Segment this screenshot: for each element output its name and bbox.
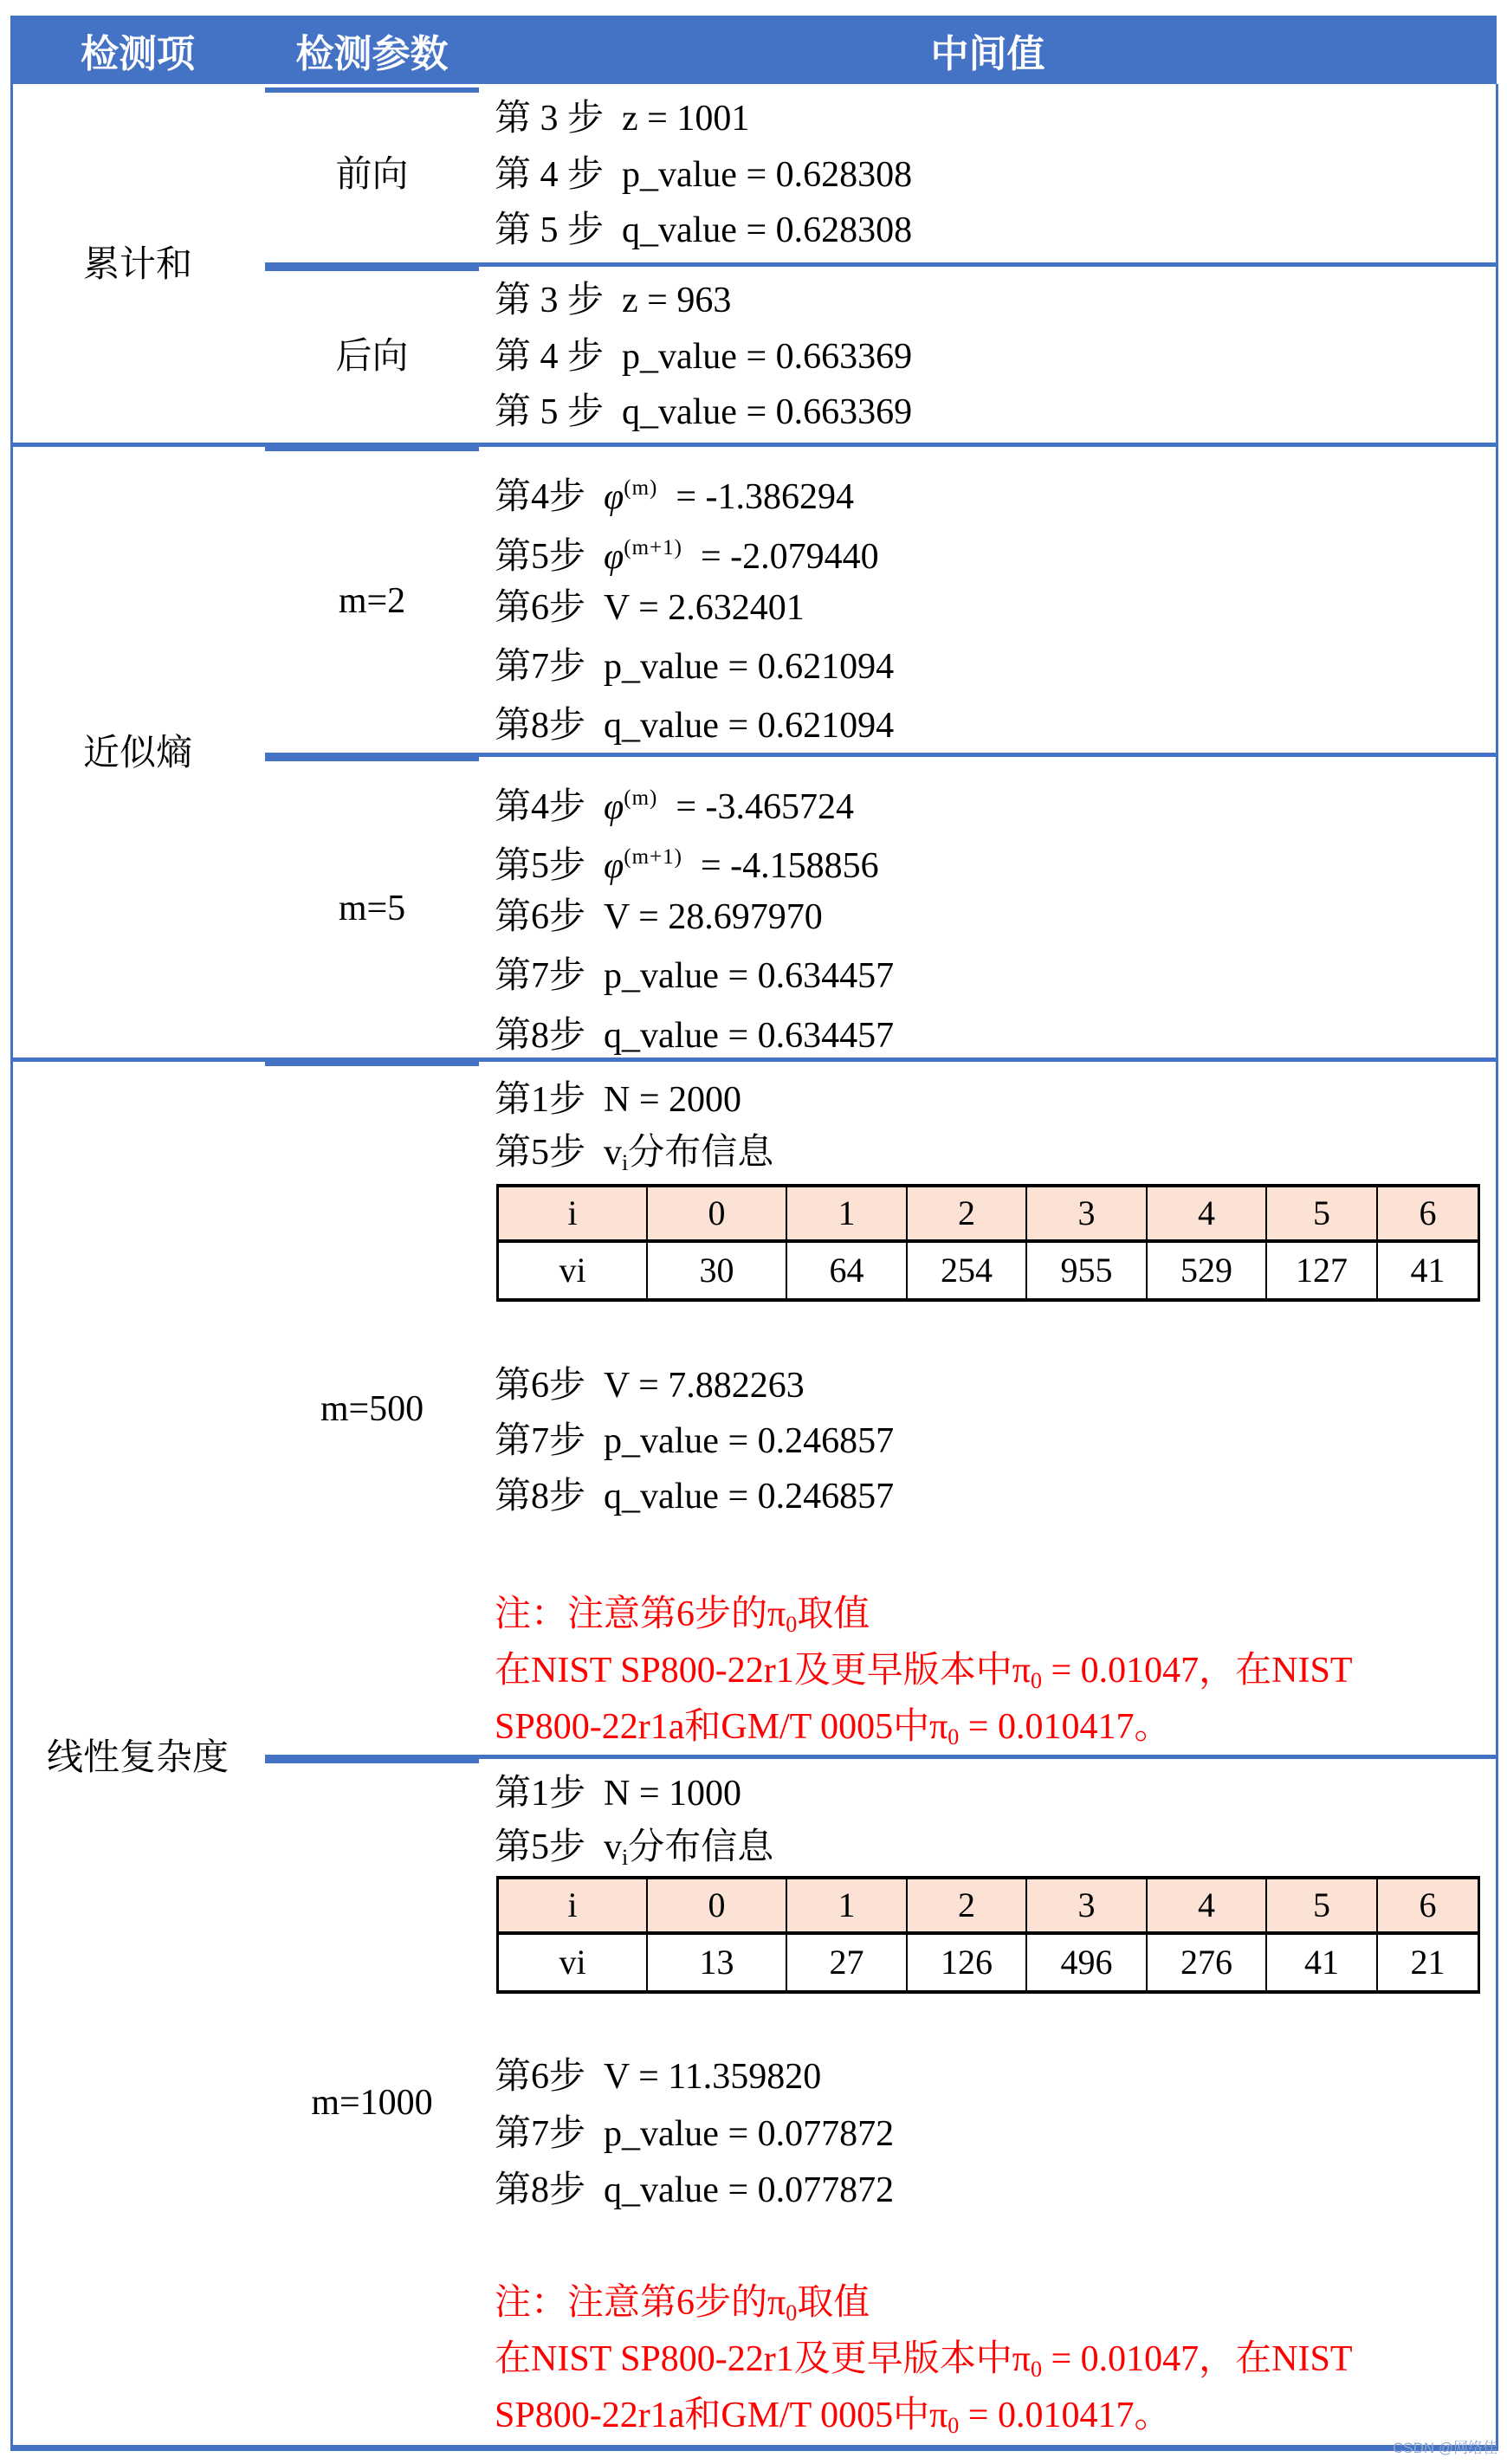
step-line — [495, 385, 912, 439]
superscript: (m) — [624, 476, 658, 500]
text-segment: 在NIST SP800-22r1及更早版本中π — [495, 2339, 1031, 2379]
param-label-forward: 前向 — [335, 155, 409, 195]
subscript: 0 — [948, 1724, 960, 1749]
param-label-m1000: m=1000 — [311, 2083, 433, 2123]
divider-param-strip — [265, 447, 479, 451]
text-segment: 第5步 v — [495, 1133, 623, 1173]
table-data-cell: vi — [499, 1935, 648, 1990]
text-segment: = -3.465724 — [657, 787, 855, 827]
table-header-cell: 2 — [908, 1879, 1027, 1935]
table-data-cell: vi — [499, 1243, 648, 1298]
var-phi: φ — [604, 846, 624, 886]
var-phi: φ — [604, 477, 624, 517]
table-header-bar — [10, 16, 1497, 84]
param-label-backward: 后向 — [335, 337, 409, 377]
step-line — [495, 949, 894, 1003]
step-line — [495, 890, 823, 944]
table-header-cell: 4 — [1148, 1879, 1267, 1935]
row-label-cumulative-sum: 累计和 — [82, 245, 192, 285]
superscript: (m+1) — [624, 536, 682, 559]
table-header-cell: 0 — [648, 1187, 787, 1243]
step-line — [495, 462, 854, 515]
vi-distribution-table — [496, 1876, 1480, 1994]
step-line — [495, 1359, 805, 1413]
text-segment: = -1.386294 — [657, 477, 855, 517]
superscript: (m) — [624, 786, 658, 810]
step-line — [495, 2107, 894, 2161]
row-label-approx-entropy: 近似熵 — [82, 734, 192, 773]
text-segment: 第 5 步 q_value = 0.628308 — [495, 210, 913, 250]
text-segment: 第 3 步 z = 963 — [495, 281, 732, 320]
text-segment: 第7步 p_value = 0.246857 — [495, 1421, 895, 1461]
step-line — [495, 92, 749, 146]
text-segment: = 0.010417。 — [959, 1707, 1171, 1747]
divider-param-strip — [265, 1759, 479, 1763]
table-data-cell: 254 — [908, 1243, 1027, 1298]
text-segment: 第 5 步 q_value = 0.663369 — [495, 392, 913, 432]
table-header-cell: 1 — [787, 1187, 908, 1243]
var-phi: φ — [604, 537, 624, 577]
step-line — [495, 204, 912, 257]
subscript: 0 — [1030, 2357, 1042, 2382]
table-data-cell: 276 — [1148, 1935, 1267, 1990]
step-line — [495, 2163, 894, 2217]
step-line — [495, 699, 894, 753]
text-segment: 第6步 V = 28.697970 — [495, 897, 823, 937]
table-header-cell: 1 — [787, 1879, 908, 1935]
step-line — [495, 1414, 894, 1468]
superscript: (m+1) — [624, 845, 682, 869]
text-segment: 第6步 V = 7.882263 — [495, 1366, 805, 1406]
table-data-cell: 41 — [1410, 1251, 1446, 1290]
table-header-cell: 5 — [1267, 1879, 1378, 1935]
table-data-cell: 529 — [1148, 1243, 1267, 1298]
step-line — [495, 1126, 773, 1180]
param-label-m5: m=5 — [338, 889, 406, 928]
table-data-cell: 955 — [1027, 1243, 1148, 1298]
note-line — [495, 2276, 870, 2330]
text-segment: 第7步 p_value = 0.634457 — [495, 956, 895, 996]
param-label-m2: m=2 — [338, 581, 406, 621]
table-data-cell: 496 — [1027, 1935, 1148, 1990]
divider-param-strip — [265, 1062, 479, 1066]
table-data-cell: 127 — [1267, 1243, 1378, 1298]
text-segment: 第7步 p_value = 0.077872 — [495, 2114, 895, 2154]
table-right-border — [1496, 84, 1498, 2451]
table-data-cell: 41 — [1267, 1935, 1378, 1990]
subscript: i — [622, 1845, 629, 1870]
text-segment: 第8步 q_value = 0.246857 — [495, 1477, 895, 1517]
text-segment: SP800-22r1a和GM/T 0005中π — [495, 2396, 948, 2435]
table-data-cell: 30 — [648, 1243, 787, 1298]
row-label-linear-complexity: 线性复杂度 — [46, 1738, 229, 1778]
text-segment: = 0.010417。 — [959, 2396, 1171, 2435]
header-cell-test-param: 检测参数 — [295, 32, 449, 75]
subscript: i — [622, 1150, 629, 1175]
step-line — [495, 148, 912, 202]
note-line — [495, 1700, 1170, 1754]
text-segment: 第5步 v — [495, 1827, 623, 1867]
subscript: 0 — [948, 2413, 960, 2438]
text-segment: 第8步 q_value = 0.077872 — [495, 2170, 895, 2210]
text-segment: 第4步 — [495, 787, 605, 827]
text-segment: 第6步 V = 2.632401 — [495, 588, 805, 628]
text-segment: 第 4 步 p_value = 0.628308 — [495, 155, 913, 195]
step-line — [495, 1767, 741, 1821]
step-line — [495, 1821, 773, 1874]
subscript: 0 — [786, 2300, 798, 2325]
var-phi: φ — [604, 787, 624, 827]
text-segment: = 0.01047，在NIST — [1041, 2339, 1353, 2379]
divider-section-1-2 — [10, 443, 1498, 447]
table-header-cell: 0 — [648, 1879, 787, 1935]
param-label-m500: m=500 — [320, 1389, 424, 1429]
csdn-watermark: CSDN @网络佳 — [1393, 2440, 1498, 2456]
note-line — [495, 1588, 870, 1641]
note-line — [495, 2332, 1353, 2386]
step-line — [495, 2050, 821, 2104]
step-line — [495, 1470, 894, 1523]
header-cell-test-item: 检测项 — [81, 32, 195, 75]
step-line — [495, 1009, 894, 1063]
table-data-cell: 13 — [648, 1935, 787, 1990]
table-header-cell: 3 — [1027, 1187, 1148, 1243]
text-segment: = 0.01047，在NIST — [1041, 1651, 1353, 1691]
subscript: 0 — [1030, 1668, 1042, 1693]
text-segment: 注：注意第6步的π — [495, 1594, 786, 1634]
text-segment: = -2.079440 — [682, 537, 879, 577]
table-bottom-border — [10, 2445, 1498, 2451]
note-line — [495, 2389, 1170, 2442]
table-header-cell: i — [499, 1187, 648, 1243]
table-header-cell: i — [499, 1879, 648, 1935]
table-data-cell: 126 — [908, 1935, 1027, 1990]
text-segment: 取值 — [797, 1594, 870, 1634]
step-line — [495, 772, 854, 825]
table-data-cell: 64 — [787, 1243, 908, 1298]
text-segment: 第8步 q_value = 0.634457 — [495, 1016, 895, 1056]
step-line — [495, 581, 805, 635]
text-segment: 取值 — [797, 2283, 870, 2323]
text-segment: 第8步 q_value = 0.621094 — [495, 706, 895, 746]
table-header-cell: 4 — [1148, 1187, 1267, 1243]
text-segment: SP800-22r1a和GM/T 0005中π — [495, 1707, 948, 1747]
table-header-cell: 6 — [1378, 1879, 1478, 1935]
text-segment: 第 3 步 z = 1001 — [495, 99, 750, 139]
step-line — [495, 640, 894, 694]
text-segment: 注：注意第6步的π — [495, 2283, 786, 2323]
step-line — [495, 274, 731, 327]
table-left-border — [10, 84, 13, 2451]
divider-param-strip — [265, 757, 479, 761]
text-segment: 第 4 步 p_value = 0.663369 — [495, 337, 913, 377]
table-header-cell: 5 — [1267, 1187, 1378, 1243]
text-segment: 第6步 V = 11.359820 — [495, 2057, 822, 2097]
text-segment: 第4步 — [495, 477, 605, 517]
text-segment: 第1步 N = 2000 — [495, 1080, 742, 1120]
step-line — [495, 330, 912, 384]
note-line — [495, 1644, 1353, 1698]
step-line — [495, 831, 879, 884]
text-segment: 在NIST SP800-22r1及更早版本中π — [495, 1651, 1031, 1691]
text-segment: 分布信息 — [628, 1827, 774, 1867]
table-header-cell: 3 — [1027, 1879, 1148, 1935]
text-segment: 第7步 p_value = 0.621094 — [495, 647, 895, 687]
table-data-cell: 21 — [1410, 1943, 1446, 1982]
text-segment: = -4.158856 — [682, 846, 879, 886]
header-cell-intermediate-value: 中间值 — [930, 32, 1045, 75]
table-header-cell: 6 — [1378, 1187, 1478, 1243]
divider-under-param-header — [265, 87, 479, 93]
table-header-cell: 2 — [908, 1187, 1027, 1243]
text-segment: 第5步 — [495, 537, 605, 577]
text-segment: 第5步 — [495, 846, 605, 886]
divider-param-strip — [265, 267, 479, 271]
text-segment: 第1步 N = 1000 — [495, 1774, 742, 1814]
subscript: 0 — [786, 1612, 798, 1637]
step-line — [495, 1073, 741, 1127]
vi-distribution-table — [496, 1184, 1480, 1302]
table-data-cell: 27 — [787, 1935, 908, 1990]
step-line — [495, 521, 879, 575]
text-segment: 分布信息 — [628, 1133, 774, 1173]
